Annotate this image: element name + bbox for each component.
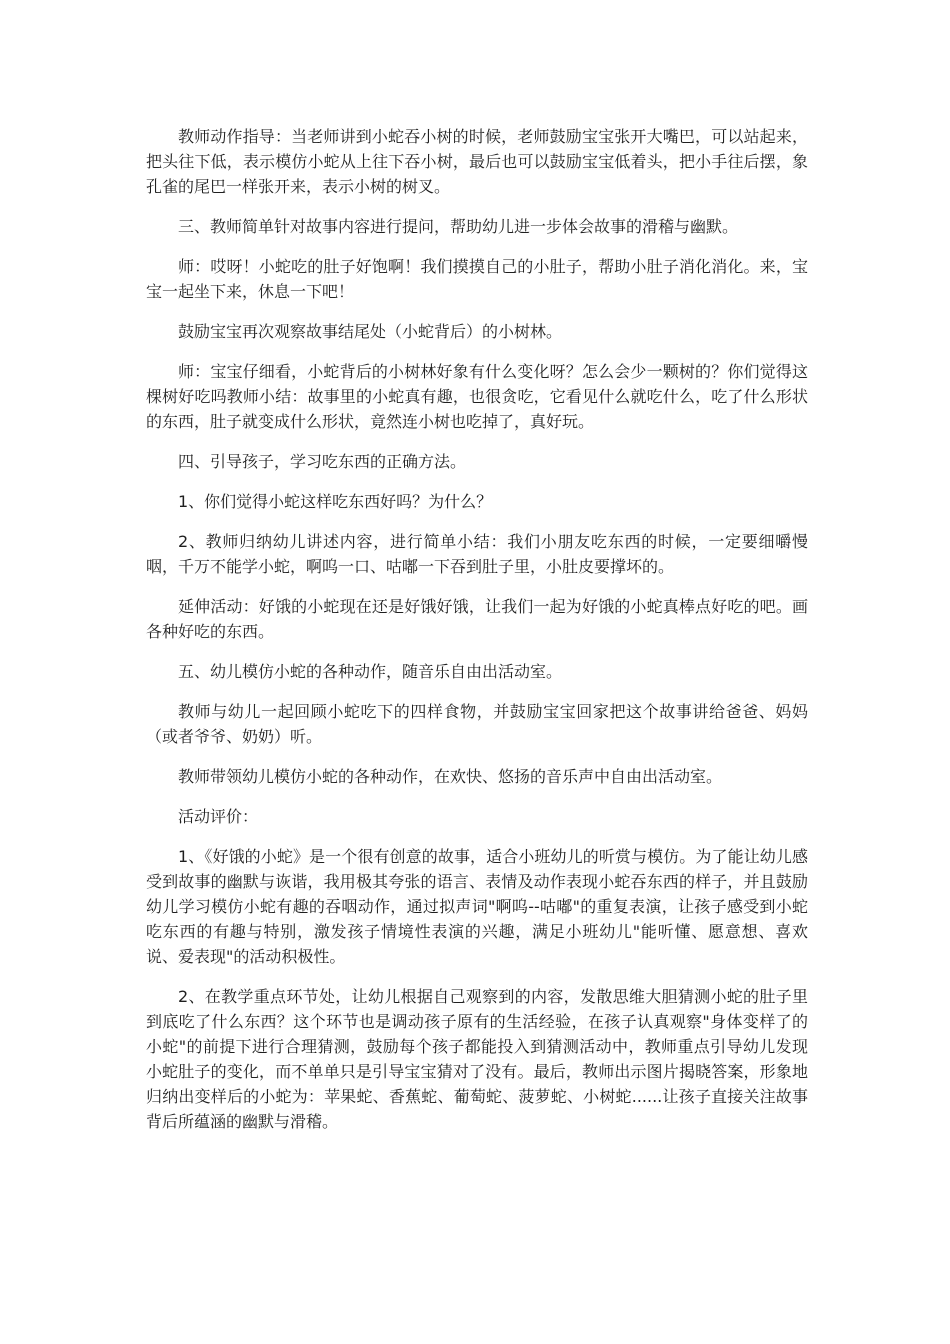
paragraph-evaluation-1: 1、《好饿的小蛇》是一个很有创意的故事，适合小班幼儿的听赏与模仿。为了能让幼儿感受到故事的幽默与诙谐，我用极其夸张的语言、表情及动作表现小蛇吞东西的样子，并且鼓励幼儿学习模仿小蛇有趣的吞咽动作，通过拟声词"啊呜--咕嘟"的重复表演，让孩子感受到小蛇吃东西的有趣与特别，激发孩子情境性表演的兴趣，满足小班幼儿"能听懂、愿意想、喜欢说、爱表现"的活动积极性。: [146, 847, 808, 966]
paragraph-evaluation-heading: 活动评价：: [178, 807, 259, 826]
paragraph-evaluation-2: 2、在教学重点环节处，让幼儿根据自己观察到的内容，发散思维大胆猜测小蛇的肚子里到底吃了什么东西？这个环节也是调动孩子原有的生活经验，在孩子认真观察"身体变样了的小蛇"的前提下进行合理猜测，鼓励每个孩子都能投入到猜测活动中，教师重点引导幼儿发现小蛇肚子的变化，而不单单只是引导宝宝猜对了没有。最后，教师出示图片揭晓答案，形象地归纳出变样后的小蛇为：苹果蛇、香蕉蛇、葡萄蛇、菠萝蛇、小树蛇......让孩子直接关注故事背后所蕴涵的幽默与滑稽。: [146, 987, 808, 1131]
paragraph-extension-activity: 延伸活动：好饿的小蛇现在还是好饿好饿，让我们一起为好饿的小蛇真棒点好吃的吧。画各种好吃的东西。: [146, 597, 808, 641]
paragraph-section-five-heading: 五、幼儿模仿小蛇的各种动作，随音乐自由出活动室。: [178, 662, 563, 681]
paragraph-section-four-heading: 四、引导孩子，学习吃东西的正确方法。: [178, 452, 467, 471]
paragraph-teacher-dialogue-1: 师：哎呀！小蛇吃的肚子好饱啊！我们摸摸自己的小肚子，帮助小肚子消化消化。来，宝宝一起坐下来，休息一下吧！: [146, 257, 808, 301]
document-page: [146, 124, 808, 1149]
paragraph-observe-ending: 鼓励宝宝再次观察故事结尾处（小蛇背后）的小树林。: [178, 322, 563, 341]
paragraph-question-1: 1、你们觉得小蛇这样吃东西好吗？为什么？: [178, 492, 493, 511]
paragraph-lead-imitation: 教师带领幼儿模仿小蛇的各种动作，在欢快、悠扬的音乐声中自由出活动室。: [178, 767, 723, 786]
paragraph-summary-2: 2、教师归纳幼儿讲述内容，进行简单小结：我们小朋友吃东西的时候，一定要细嚼慢咽，千万不能学小蛇，啊呜一口、咕嘟一下吞到肚子里，小肚皮要撑坏的。: [146, 532, 808, 576]
paragraph-teacher-action-guide: 教师动作指导：当老师讲到小蛇吞小树的时候，老师鼓励宝宝张开大嘴巴，可以站起来，把头往下低，表示模仿小蛇从上往下吞小树，最后也可以鼓励宝宝低着头，把小手往后摆，象孔雀的尾巴一样张开来，表示小树的树叉。: [146, 127, 808, 196]
paragraph-section-three-heading: 三、教师简单针对故事内容进行提问，帮助幼儿进一步体会故事的滑稽与幽默。: [178, 217, 739, 236]
paragraph-review-foods: 教师与幼儿一起回顾小蛇吃下的四样食物，并鼓励宝宝回家把这个故事讲给爸爸、妈妈（或者爷爷、奶奶）听。: [146, 702, 808, 746]
paragraph-teacher-dialogue-2: 师：宝宝仔细看，小蛇背后的小树林好象有什么变化呀？怎么会少一颗树的？你们觉得这棵树好吃吗教师小结：故事里的小蛇真有趣，也很贪吃，它看见什么就吃什么，吃了什么形状的东西，肚子就变成什么形状，竟然连小树也吃掉了，真好玩。: [146, 362, 808, 431]
